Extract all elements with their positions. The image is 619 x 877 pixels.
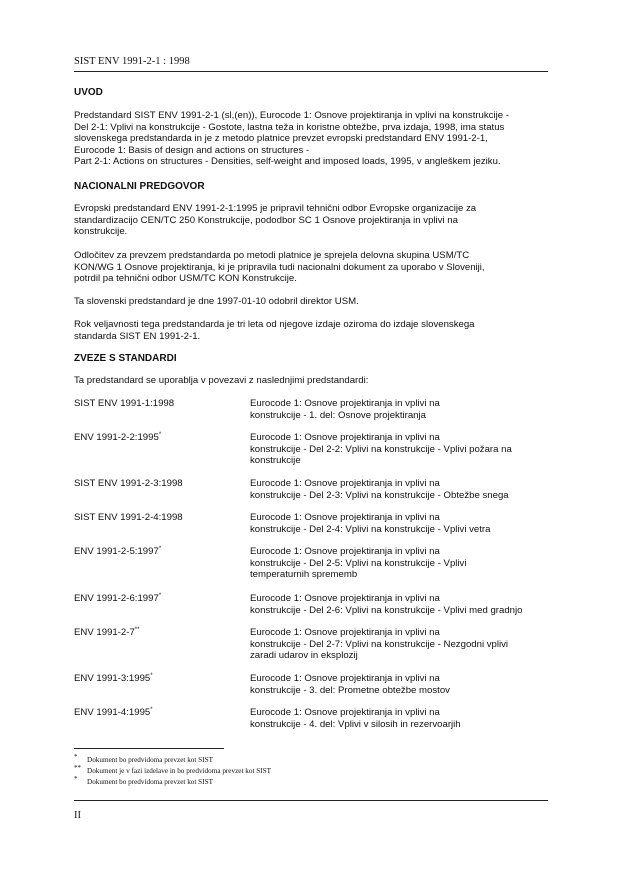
description-line: temperaturnih sprememb xyxy=(250,569,358,581)
footnote-rule xyxy=(74,748,224,749)
predgovor-line: standarda SIST EN 1991-2-1. xyxy=(74,330,201,342)
standard-id: ENV 1991-2-6:1997 xyxy=(74,593,159,604)
standard-id-cell xyxy=(74,627,244,639)
page-number: II xyxy=(74,810,81,821)
description-line: konstrukcije - 4. del: Vplivi v silosih in rezervoarjih xyxy=(250,718,461,730)
footnote-mark: ** xyxy=(134,627,140,633)
running-header: SIST ENV 1991-2-1 : 1998 xyxy=(74,56,190,67)
standard-id: ENV 1991-2-5:1997 xyxy=(74,546,159,557)
section-heading-uvod: UVOD xyxy=(74,87,103,98)
footnote-mark: * xyxy=(158,593,162,599)
description-line: konstrukcije - Del 2-7: Vplivi na konstrukcije - Nezgodni vplivi xyxy=(250,638,509,650)
standard-id: SIST ENV 1991-1:1998 xyxy=(74,398,175,409)
standard-description xyxy=(250,512,550,535)
footnote-text: Dokument bo predvidoma prevzet kot SIST xyxy=(87,778,213,786)
uvod-line: Part 2-1: Actions on structures - Densities, self-weight and imposed loads, 1995, v angleškem jeziku. xyxy=(74,156,501,168)
description-line: Eurocode 1: Osnove projektiranja in vplivi na xyxy=(250,707,440,718)
description-line: Eurocode 1: Osnove projektiranja in vplivi na xyxy=(250,512,440,523)
standard-description xyxy=(250,398,550,421)
predgovor-line: Rok veljavnosti tega predstandarda je tri leta od njegove izdaje oziroma do izdaje slovenskega xyxy=(74,319,475,330)
description-line: konstrukcije - Del 2-6: Vplivi na konstrukcije - Vplivi med gradnjo xyxy=(250,604,523,616)
footnote-mark: ** xyxy=(74,764,81,772)
standard-description xyxy=(250,673,550,696)
predgovor-line: Odločitev za prevzem predstandarda po metodi platnice je sprejela delovna skupina USM/TC xyxy=(74,250,470,261)
predgovor-paragraph-3: Ta slovenski predstandard je dne 1997-01-10 odobril direktor USM. xyxy=(74,296,359,307)
standard-description xyxy=(250,546,550,581)
standard-id-cell xyxy=(74,673,244,685)
footnote-mark: * xyxy=(158,432,162,438)
section-heading-predgovor: NACIONALNI PREDGOVOR xyxy=(74,181,205,192)
footnote-mark: * xyxy=(74,775,78,783)
standard-description xyxy=(250,432,550,467)
standard-description xyxy=(250,627,550,662)
section-heading-zveze: ZVEZE S STANDARDI xyxy=(74,353,177,364)
uvod-line: Predstandard SIST ENV 1991-2-1 (sl,(en)), Eurocode 1: Osnove projektiranja in vplivi na konstrukcije - xyxy=(74,110,509,121)
description-line: konstrukcije - Del 2-5: Vplivi na konstrukcije - Vplivi xyxy=(250,557,467,569)
standard-id: ENV 1991-2-7 xyxy=(74,627,135,638)
predgovor-line: potrdil pa tehnični odbor USM/TC KON Konstrukcije. xyxy=(74,273,297,285)
uvod-paragraph xyxy=(74,110,546,168)
description-line: Eurocode 1: Osnove projektiranja in vplivi na xyxy=(250,478,440,489)
description-line: konstrukcije - Del 2-2: Vplivi na konstrukcije - Vplivi požara na xyxy=(250,443,512,455)
predgovor-line: Evropski predstandard ENV 1991-2-1:1995 je pripravil tehnični odbor Evropske organizacije za xyxy=(74,203,477,214)
standard-id-cell xyxy=(74,707,244,719)
standard-description xyxy=(250,593,550,616)
zveze-intro: Ta predstandard se uporablja v povezavi z naslednjimi predstandardi: xyxy=(74,375,369,386)
footnote xyxy=(74,764,272,775)
description-line: Eurocode 1: Osnove projektiranja in vplivi na xyxy=(250,398,440,409)
standard-id: ENV 1991-3:1995 xyxy=(74,673,151,684)
standard-id-cell xyxy=(74,478,244,490)
predgovor-paragraph-2 xyxy=(74,250,546,285)
description-line: konstrukcije - Del 2-3: Vplivi na konstrukcije - Obtežbe snega xyxy=(250,489,509,501)
standard-id-cell xyxy=(74,398,244,410)
uvod-line: Del 2-1: Vplivi na konstrukcije - Gostote, lastna teža in koristne obtežbe, prva izdaja, 1998, ima status xyxy=(74,121,505,133)
description-line: konstrukcije xyxy=(250,455,301,467)
standard-id: ENV 1991-2-2:1995 xyxy=(74,432,159,443)
standard-id: SIST ENV 1991-2-4:1998 xyxy=(74,512,183,523)
predgovor-line: konstrukcije. xyxy=(74,226,128,238)
standard-id-cell xyxy=(74,546,244,558)
footnote-mark: * xyxy=(150,707,153,713)
standard-id-cell xyxy=(74,432,244,444)
description-line: zaradi udarov in eksplozij xyxy=(250,650,358,662)
footnote xyxy=(74,753,213,764)
standard-id-cell xyxy=(74,593,244,605)
footnote-text: Dokument bo predvidoma prevzet kot SIST xyxy=(87,756,213,764)
description-line: Eurocode 1: Osnove projektiranja in vplivi na xyxy=(250,432,440,443)
standard-id-cell xyxy=(74,512,244,524)
predgovor-paragraph-1 xyxy=(74,203,546,238)
footnote-mark: * xyxy=(158,546,162,552)
header-rule xyxy=(74,71,548,72)
footnote-mark: * xyxy=(74,753,78,761)
footnote-mark: * xyxy=(150,673,153,679)
footer-rule xyxy=(74,800,548,801)
description-line: Eurocode 1: Osnove projektiranja in vplivi na xyxy=(250,627,440,638)
description-line: Eurocode 1: Osnove projektiranja in vplivi na xyxy=(250,593,440,604)
description-line: Eurocode 1: Osnove projektiranja in vplivi na xyxy=(250,546,440,557)
description-line: Eurocode 1: Osnove projektiranja in vplivi na xyxy=(250,673,440,684)
description-line: konstrukcije - 1. del: Osnove projektiranja xyxy=(250,409,426,421)
predgovor-line: KON/WG 1 Osnove projektiranja, ki je pripravila tudi nacionalni dokument za uporabo v Sloveniji, xyxy=(74,261,485,273)
standard-id: ENV 1991-4:1995 xyxy=(74,707,151,718)
standard-id: SIST ENV 1991-2-3:1998 xyxy=(74,478,183,489)
predgovor-paragraph-4 xyxy=(74,319,546,342)
uvod-line: Eurocode 1: Basis of design and actions on structures - xyxy=(74,144,310,156)
predgovor-line: standardizacijo CEN/TC 250 Konstrukcije, pododbor SC 1 Osnove projektiranja in vplivi na xyxy=(74,214,458,226)
footnote xyxy=(74,775,213,786)
standard-description xyxy=(250,478,550,501)
footnote-text: Dokument je v fazi izdelave in bo predvidoma prevzet kot SIST xyxy=(87,767,272,775)
uvod-line: slovenskega predstandarda in je z metodo platnice prevzet evropski predstandard ENV 1991-2-1, xyxy=(74,133,488,145)
standard-description xyxy=(250,707,550,730)
description-line: konstrukcije - Del 2-4: Vplivi na konstrukcije - Vplivi vetra xyxy=(250,523,491,535)
description-line: konstrukcije - 3. del: Prometne obtežbe mostov xyxy=(250,684,450,696)
